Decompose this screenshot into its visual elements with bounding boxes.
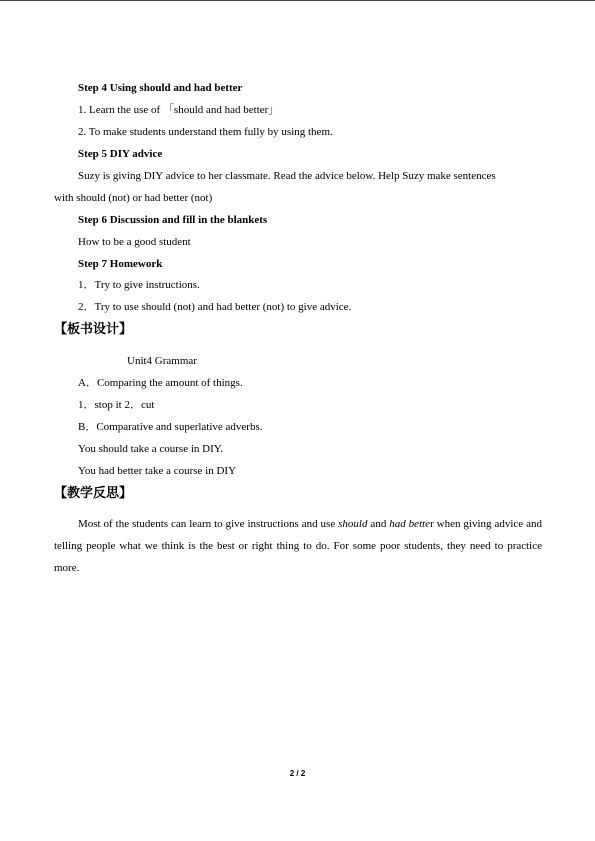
- board-example-1: You should take a course in DIY.: [78, 443, 224, 455]
- top-rule: [0, 0, 595, 1]
- board-point-a: A．Comparing the amount of things.: [78, 377, 243, 389]
- step7-heading: Step 7 Homework: [78, 258, 163, 270]
- reflection-title: 【教学反思】: [54, 486, 133, 501]
- board-unit-title: Unit4 Grammar: [127, 355, 197, 367]
- step4-item-1: 1. Learn the use of 「should and had better」: [78, 104, 280, 116]
- step4-item-2: 2. To make students understand them fully by using them.: [78, 126, 333, 138]
- board-design-title: 【板书设计】: [54, 322, 133, 337]
- step7-item-1: 1．Try to give instructions.: [78, 279, 200, 291]
- reflection-em-had-better: had bette: [389, 518, 431, 530]
- step7-item-2: 2．Try to use should (not) and had better (not) to give advice.: [78, 301, 352, 313]
- reflection-em-should: should: [338, 518, 368, 530]
- board-example-2: You had better take a course in DIY: [78, 465, 237, 477]
- step5-text-line-2: with should (not) or had better (not): [54, 192, 213, 204]
- step6-text: How to be a good student: [78, 236, 191, 248]
- page-number: 2 / 2: [289, 769, 306, 778]
- reflection-text-3: r when giving advice and telling people what we think is the best or right thing to do. For some poor students, they need to practice more.: [54, 518, 542, 574]
- board-numbered-items: 1．stop it 2．cut: [78, 399, 155, 411]
- step5-heading: Step 5 DIY advice: [78, 148, 163, 160]
- step6-heading: Step 6 Discussion and fill in the blankets: [78, 214, 268, 226]
- reflection-text-2: and: [367, 518, 390, 530]
- board-point-b: B．Comparative and superlative adverbs.: [78, 421, 263, 433]
- step4-heading: Step 4 Using should and had better: [78, 82, 243, 94]
- reflection-paragraph: [54, 513, 542, 579]
- step5-text-line-1: Suzy is giving DIY advice to her classmate. Read the advice below. Help Suzy make sentences: [78, 170, 496, 182]
- reflection-text-1: Most of the students can learn to give instructions and use: [78, 518, 339, 530]
